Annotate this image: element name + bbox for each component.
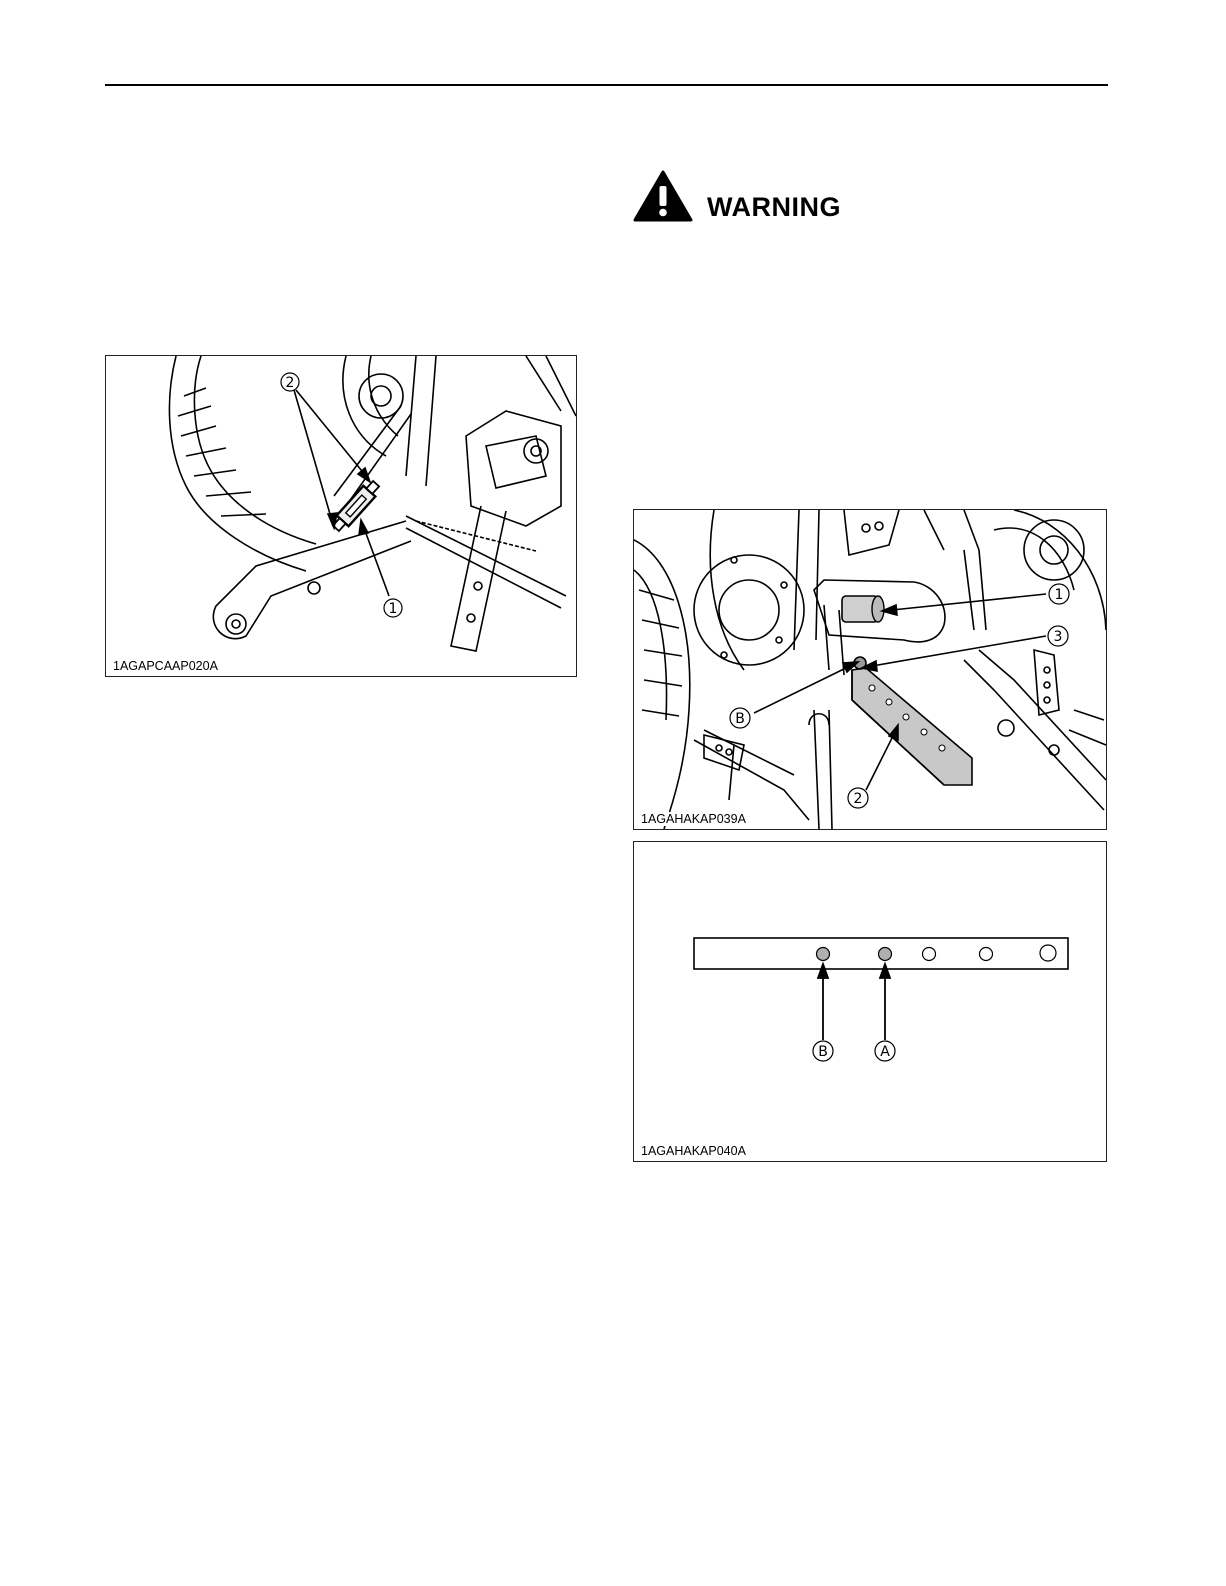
figure-drawbar-holes bbox=[633, 841, 1107, 1162]
figure-hitch-turnbuckle bbox=[105, 355, 577, 677]
warning-banner bbox=[633, 170, 873, 226]
callout-2: 2 bbox=[285, 375, 295, 391]
figure-code: 1AGAHAKAP040A bbox=[641, 1144, 746, 1158]
hole-a bbox=[879, 948, 892, 961]
warning-triangle-icon bbox=[633, 170, 693, 222]
figure-code: 1AGAPCAAP020A bbox=[113, 659, 218, 673]
hole-4 bbox=[980, 948, 993, 961]
figure-code: 1AGAHAKAP039A bbox=[641, 812, 746, 826]
hole-5 bbox=[1040, 945, 1056, 961]
callout-b: B bbox=[818, 1044, 828, 1060]
drawbar-illustration bbox=[634, 510, 1106, 829]
callout-2: 2 bbox=[853, 791, 863, 807]
figure-drawbar-pto bbox=[633, 509, 1107, 830]
warning-label: WARNING bbox=[707, 192, 841, 222]
header-rule bbox=[105, 84, 1108, 86]
hitch-illustration bbox=[106, 356, 576, 676]
callout-a: A bbox=[880, 1044, 890, 1060]
callout-1: 1 bbox=[388, 601, 398, 617]
drawbar-holes-diagram bbox=[634, 842, 1106, 1161]
callout-3: 3 bbox=[1053, 629, 1063, 645]
hole-b bbox=[817, 948, 830, 961]
callout-b: B bbox=[735, 711, 745, 727]
hole-3 bbox=[923, 948, 936, 961]
callout-1: 1 bbox=[1054, 587, 1064, 603]
